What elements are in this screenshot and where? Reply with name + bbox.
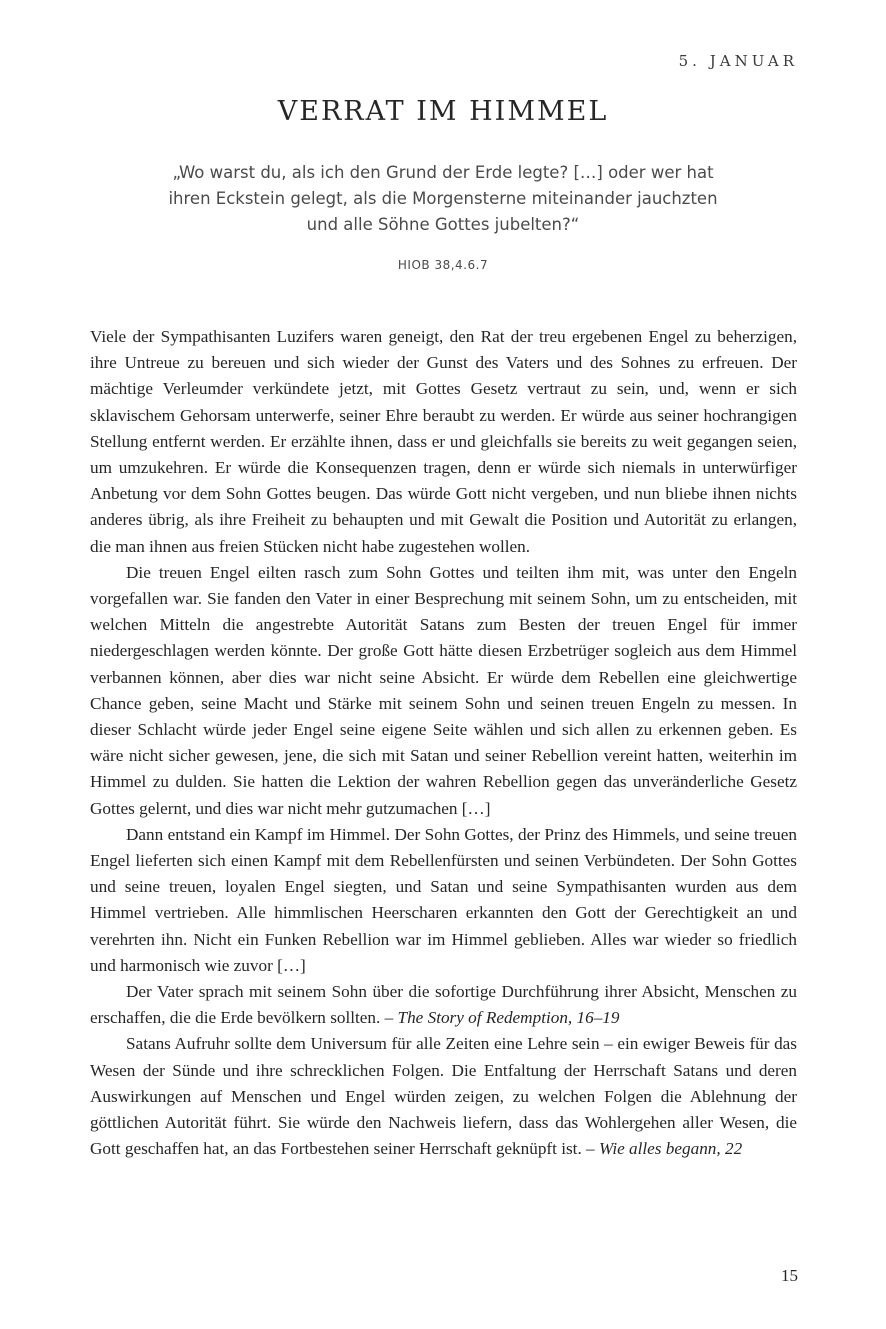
- body-text: [90, 324, 797, 1163]
- page-title: VERRAT IM HIMMEL: [277, 96, 609, 127]
- paragraph: [90, 1031, 797, 1162]
- paragraph-text: Dann entstand ein Kampf im Himmel. Der Sohn Gottes, der Prinz des Himmels, und seine treuen Engel lieferten sich einen Kampf mit dem Rebellenfürsten und seinen Verbündeten. Der Sohn Gottes und seine treuen, loyalen Engel siegten, und Satan und seine Sympathisanten wurden aus dem Himmel vertrieben. Alle himmlischen Heerscharen erkannten den Gott der Gerechtigkeit an und verehrten ihn. Nicht ein Funken Rebellion war im Himmel geblieben. Alles war wieder so friedlich und harmonisch wie zuvor […]: [90, 824, 797, 975]
- paragraph-source: Wie alles begann, 22: [598, 1139, 743, 1159]
- paragraph-text: Satans Aufruhr sollte dem Universum für alle Zeiten eine Lehre sein – ein ewiger Beweis für das Wesen der Sünde und ihre schrecklichen Folgen. Die Entfaltung der Herrschaft Satans und deren Auswirkungen auf Menschen und Engel würden zeigen, zu welchen Folgen die Ablehnung der göttlichen Autorität führt. Sie würde den Nachweis liefern, dass das Wohlergehen aller Wesen, die Gott geschaffen hat, an das Fortbestehen seiner Herrschaft geknüpft ist. –: [90, 1034, 797, 1159]
- epigraph-reference: HIOB 38,4.6.7: [397, 258, 489, 272]
- paragraph: [90, 560, 797, 822]
- page-date: 5. JANUAR: [678, 52, 798, 70]
- page-number: 15: [781, 1266, 798, 1285]
- paragraph-text: Viele der Sympathisanten Luzifers waren geneigt, den Rat der treu ergebenen Engel zu beherzigen, ihre Untreue zu bereuen und sich wieder der Gunst des Vaters und des Sohnes zu erfreuen. Der mächtige Verleumder verkündete jetzt, mit Gottes Gesetz vertraut zu sein, und, wenn er sich sklavischem Gehorsam unterwerfe, seiner Ehre beraubt zu werden. Er würde aus seiner hochrangigen Stellung entfernt werden. Er erzählte ihnen, dass er und gleichfalls sie bereits zu weit gegangen seien, um umzukehren. Er würde die Konsequenzen tragen, denn er würde sich niemals in unterwürfiger Anbetung vor dem Sohn Gottes beugen. Das würde Gott nicht vergeben, und nun bliebe ihnen nichts anderes übrig, als ihre Freiheit zu behaupten und mit Gewalt die Position und Autorität zu erlangen, die man ihnen aus freien Stücken nicht habe zugestehen wollen.: [90, 327, 797, 556]
- paragraph: [90, 979, 797, 1031]
- paragraph: [90, 324, 797, 560]
- epigraph-line: und alle Söhne Gottes jubelten?“: [306, 215, 580, 234]
- epigraph-line: ihren Eckstein gelegt, als die Morgensterne miteinander jauchzten: [168, 189, 718, 208]
- paragraph: [90, 822, 797, 979]
- epigraph-quote: [130, 160, 756, 238]
- paragraph-text: Die treuen Engel eilten rasch zum Sohn Gottes und teilten ihm mit, was unter den Engeln vorgefallen war. Sie fanden den Vater in einer Besprechung mit seinem Sohn, um zu entscheiden, mit welchen Mitteln die angestrebte Autorität Satans zum Besten der treuen Engel für immer niedergeschlagen werden könnte. Der große Gott hätte diesen Erzbetrüger sogleich aus dem Himmel verbannen können, aber dies war nicht seine Absicht. Er würde dem Rebellen eine gleichwertige Chance geben, seine Macht und Stärke mit seinem Sohn und seinen treuen Engeln zu messen. In dieser Schlacht würde jeder Engel seine eigene Seite wählen und sich allen zu erkennen geben. Es wäre nicht sicher gewesen, jene, die sich mit Satan und seiner Rebellion vereint hatten, weiterhin im Himmel zu dulden. Sie hatten die Lektion der wahren Rebellion gegen das unveränderliche Gesetz Gottes gelernt, und dies war nicht mehr gutzumachen […]: [90, 562, 797, 818]
- paragraph-text: Der Vater sprach mit seinem Sohn über die sofortige Durchführung ihrer Absicht, Menschen zu erschaffen, die die Erde bevölkern sollten. –: [90, 982, 797, 1028]
- epigraph-line: „Wo warst du, als ich den Grund der Erde legte? […] oder wer hat: [172, 163, 714, 182]
- paragraph-source: The Story of Redemption, 16–19: [397, 1008, 620, 1028]
